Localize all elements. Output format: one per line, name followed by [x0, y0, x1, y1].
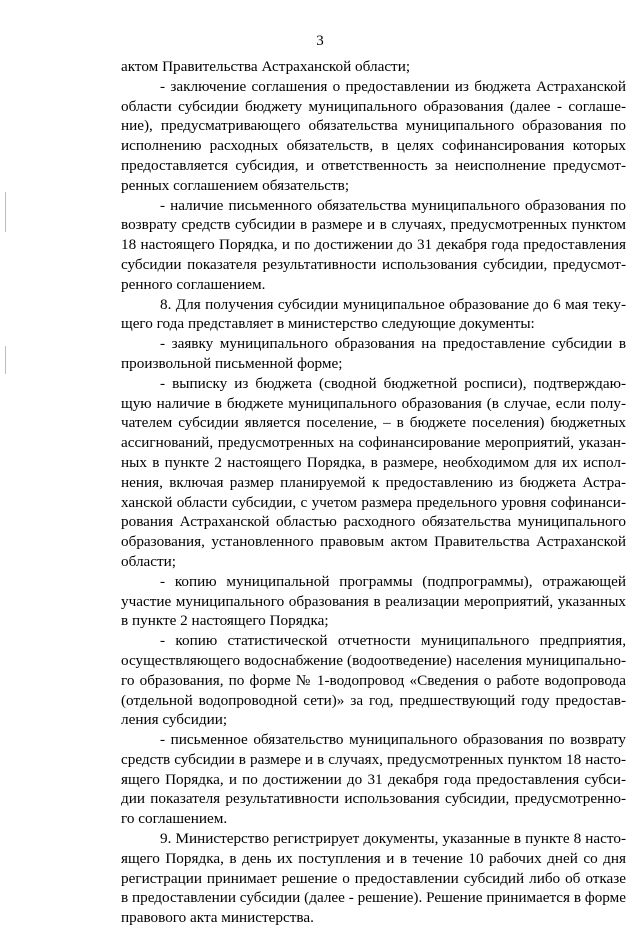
- paragraph: - копию статистической отчетности муниципального предприятия, осуществляющего водоснабжение (водоотведение) населения муниципального образования, по форме № 1-водопровод «Сведения о работе водопровода (отдельной водопроводной сети)» за год, предшествующий году предоставления субсидии;: [121, 632, 626, 729]
- paragraph: - заключение соглашения о предоставлении из бюджета Астраханской области субсидии бюджету муниципального образования (далее - соглашение), предусматривающего обязательства муниципального образования по исполнению расходных обязательств, в целях софинансирования которых предоставляется субсидия, и ответственность за неисполнение предусмотренных соглашением обязательств;: [121, 77, 626, 194]
- paragraph: - наличие письменного обязательства муниципального образования по возврату средств субсидии в размере и в случаях, предусмотренных пунктом 18 настоящего Порядка, и по достижении до 31 декабря года предоставления субсидии показателя результативности использования субсидии, предусмотренного соглашением.: [121, 196, 626, 293]
- paragraph: 8. Для получения субсидии муниципальное образование до 6 мая текущего года представляет в министерство следующие документы:: [121, 295, 626, 333]
- margin-mark: [5, 192, 6, 232]
- paragraph: - копию муниципальной программы (подпрограммы), отражающей участие муниципального образования в реализации мероприятий, указанных в пункте 2 настоящего Порядка;: [121, 572, 626, 630]
- document-body: [121, 57, 626, 928]
- paragraph: актом Правительства Астраханской области;: [121, 58, 411, 75]
- paragraph: - письменное обязательство муниципального образования по возврату средств субсидии в размере и в случаях, предусмотренных пунктом 18 настоящего Порядка, и по достижении до 31 декабря года предоставления субсидии показателя результативности использования субсидии, предусмотренного соглашением.: [121, 731, 626, 828]
- page-number: 3: [316, 33, 324, 49]
- paragraph: 9. Министерство регистрирует документы, указанные в пункте 8 настоящего Порядка, в день их поступления и в течение 10 рабочих дней со дня регистрации принимает решение о предоставлении субсидий либо об отказе в предоставлении субсидии (далее - решение). Решение принимается в форме правового акта министерства.: [121, 830, 626, 927]
- paragraph: - заявку муниципального образования на предоставление субсидии в произвольной письменной форме;: [121, 335, 626, 372]
- margin-mark: [5, 346, 6, 374]
- paragraph: - выписку из бюджета (сводной бюджетной росписи), подтверждающую наличие в бюджете муниципального образования (в случае, если получателем субсидии является поселение, – в бюджете поселения) бюджетных ассигнований, предусмотренных на софинансирование мероприятий, указанных в пункте 2 настоящего Порядка, в размере, необходимом для их исполнения, включая размер планируемой к предоставлению из бюджета Астраханской области субсидии, с учетом размера предельного уровня софинансирования Астраханской областью расходного обязательства муниципального образования, установленного правовым актом Правительства Астраханской области;: [121, 374, 626, 570]
